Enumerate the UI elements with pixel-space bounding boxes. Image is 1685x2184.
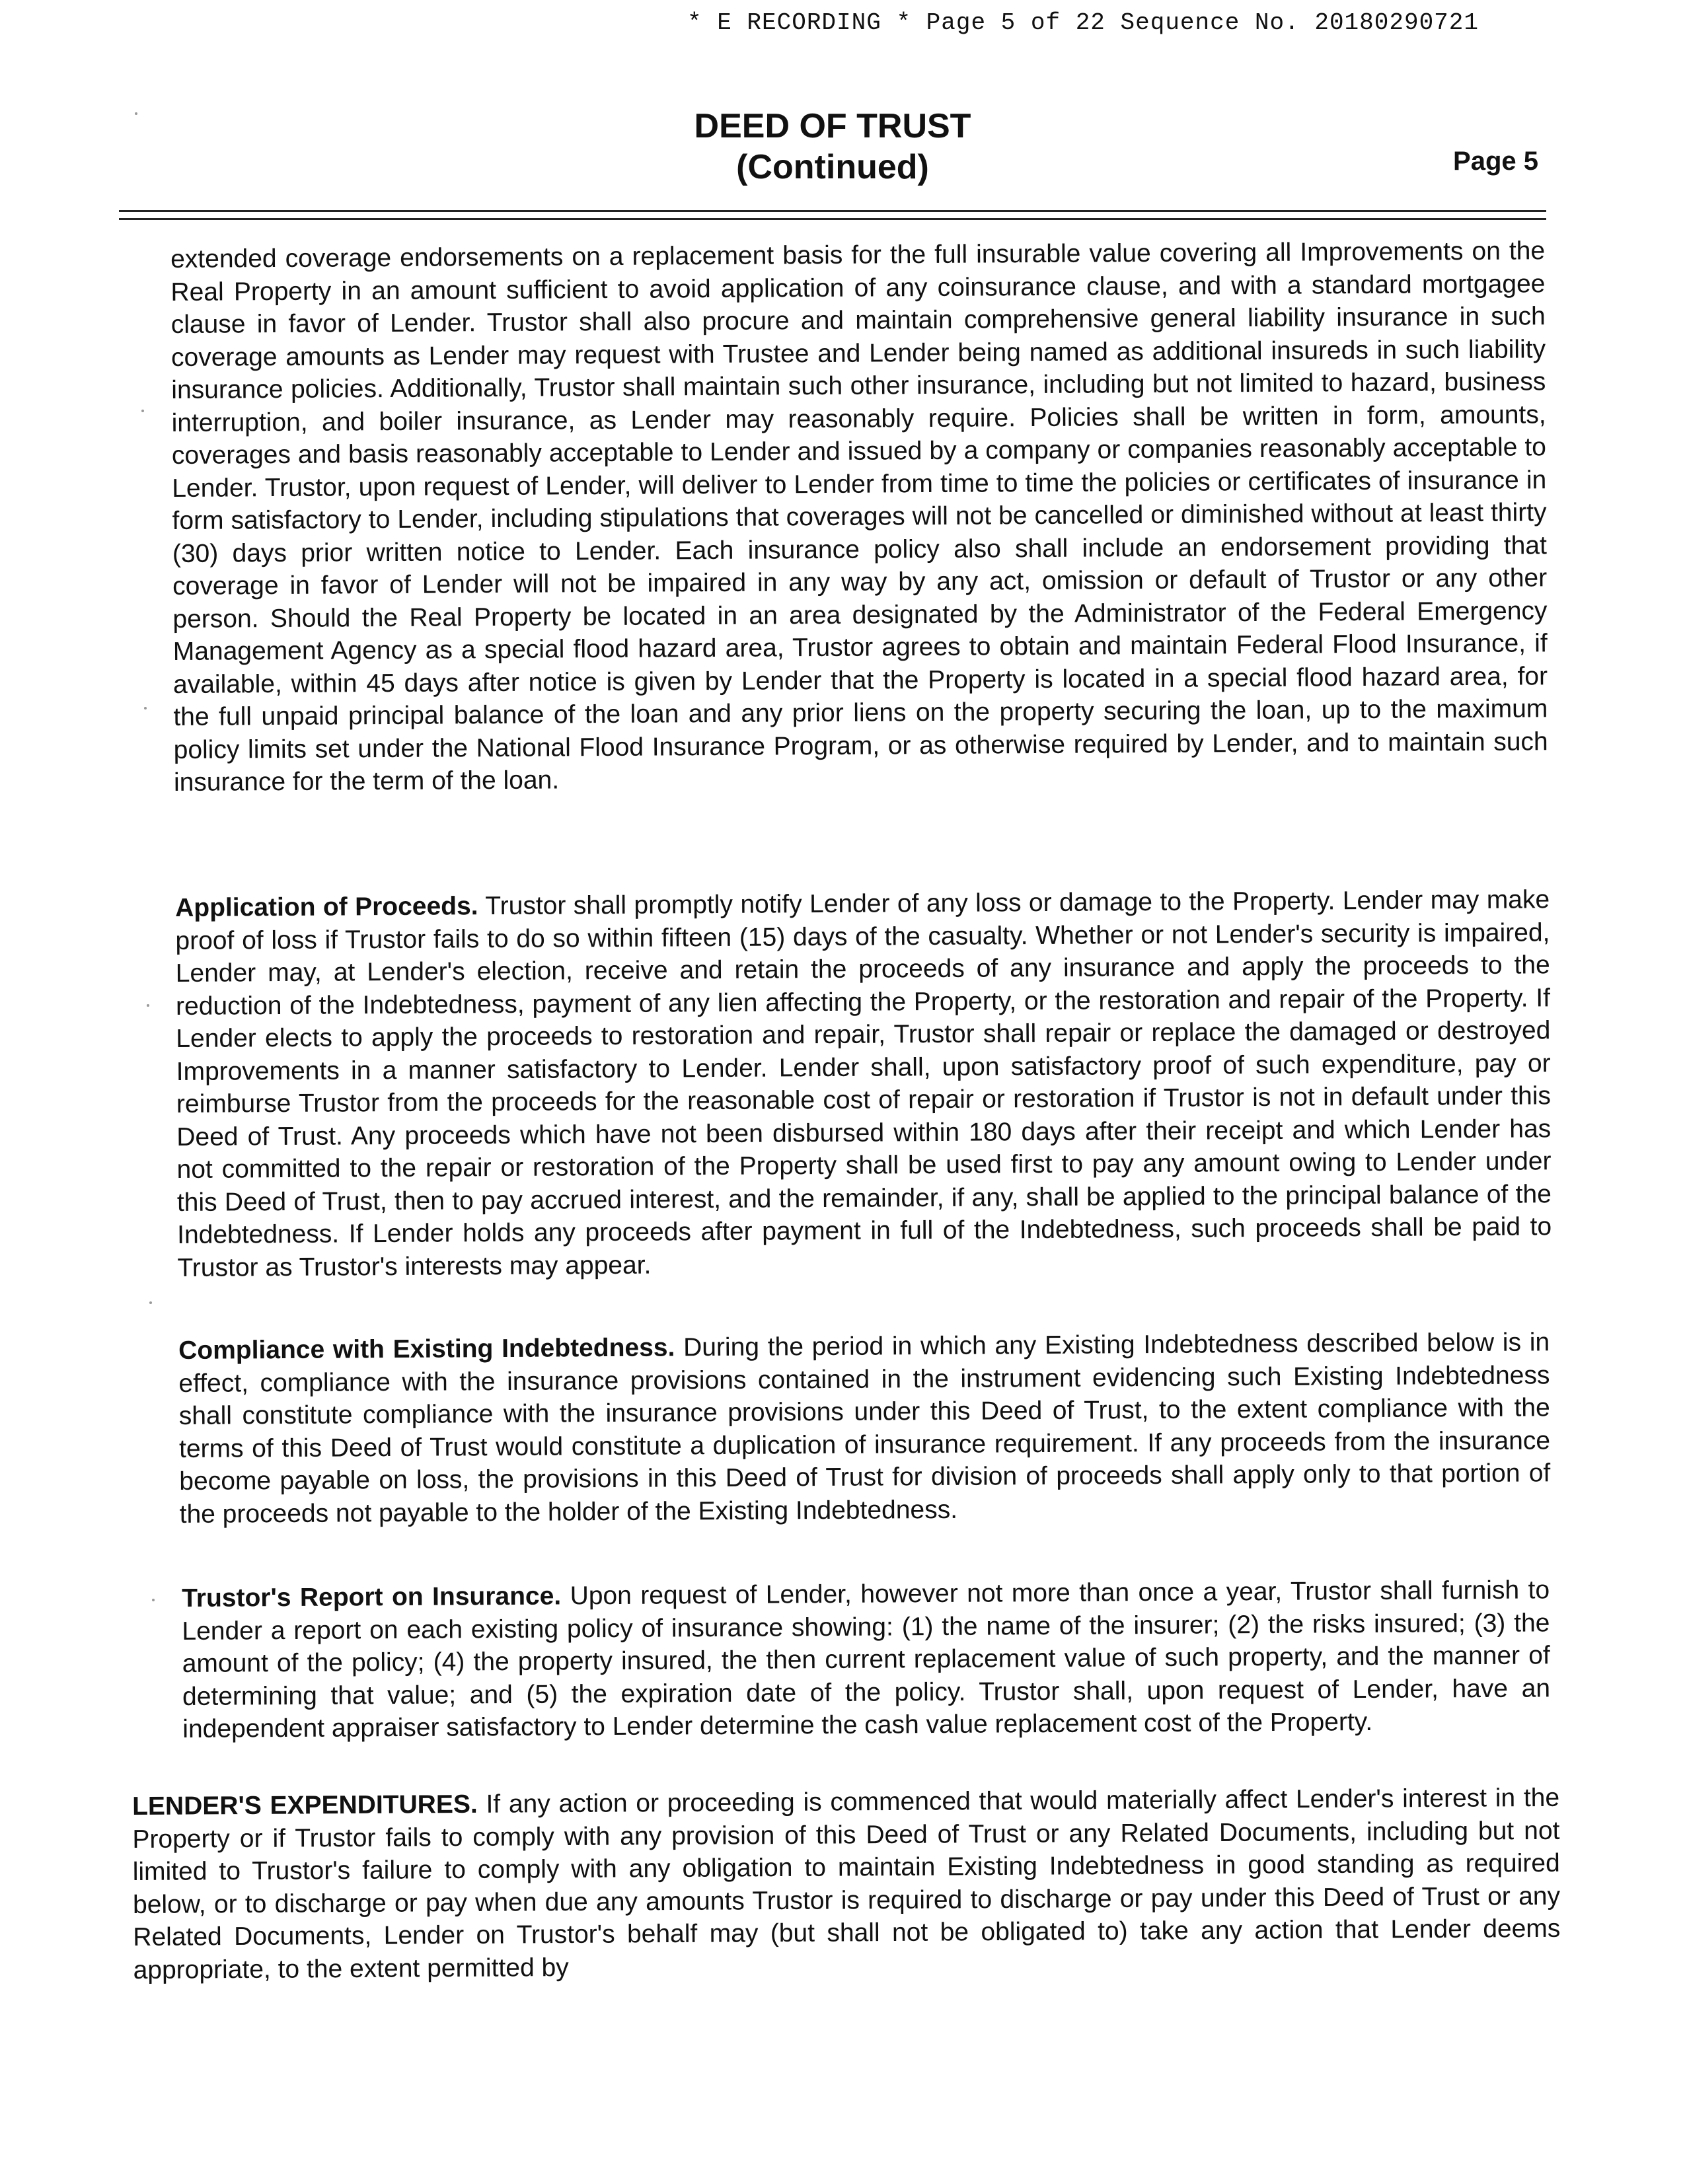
title-line-2: (Continued): [736, 148, 929, 186]
paragraph-insurance-continued: [170, 235, 1548, 799]
paragraph-heading: LENDER'S EXPENDITURES.: [132, 1790, 478, 1821]
paragraph-text: Upon request of Lender, however not more than once a year, Trustor shall furnish to Lender a report on each existing policy of insurance showing: (1) the name of the insurer; (2) the risks insured; (3) the amount of the policy; (4) the property insured, the then current replacement value of such property, and the manner of determining that value; and (5) the expiration date of the policy. Trustor shall, upon request of Lender, have an independent appraiser satisfactory to Lender determine the cash value replacement cost of the Property.: [182, 1576, 1551, 1743]
header-rule-bottom: [119, 218, 1546, 220]
document-title: [595, 106, 1070, 188]
paragraph-application-of-proceeds: [175, 883, 1552, 1284]
scan-speck: [144, 707, 147, 710]
scan-speck: [147, 1004, 149, 1007]
paragraph-text: extended coverage endorsements on a replacement basis for the full insurable value covering all Improvements on the Real Property in an amount sufficient to avoid application of any coinsurance clause, and with a standard mortgagee clause in favor of Lender. Trustor shall also procure and maintain comprehensive general liability insurance in such coverage amounts as Lender may request with Trustee and Lender being named as additional insureds in such liability insurance policies. Additionally, Trustor shall maintain such other insurance, including but not limited to hazard, business interruption, and boiler insurance, as Lender may reasonably require. Policies shall be written in form, amounts, coverages and basis reasonably acceptable to Lender and issued by a company or companies reasonably acceptable to Lender. Trustor, upon request of Lender, will deliver to Lender from time to time the policies or certificates of insurance in form satisfactory to Lender, including stipulations that coverages will not be cancelled or diminished without at least thirty (30) days prior written notice to Lender. Each insurance policy also shall include an endorsement providing that coverage in favor of Lender will not be impaired in any way by any act, omission or default of Trustor or any other person. Should the Real Property be located in an area designated by the Administrator of the Federal Emergency Management Agency as a special flood hazard area, Trustor agrees to obtain and maintain Federal Flood Insurance, if available, within 45 days after notice is given by Lender that the Property is located in a special flood hazard area, for the full unpaid principal balance of the loan and any prior liens on the property securing the loan, up to the maximum policy limits set under the National Flood Insurance Program, or as otherwise required by Lender, and to maintain such insurance for the term of the loan.: [170, 237, 1548, 797]
scan-speck: [152, 1599, 155, 1601]
paragraph-text: If any action or proceeding is commenced that would materially affect Lender's interest in the Property or if Trustor fails to comply with any provision of this Deed of Trust or any Related Documents, including but not limited to Trustor's failure to comply with any obligation to maintain Existing Indebtedness in good standing as required below, or to discharge or pay when due any amounts Trustor is required to discharge or pay under this Deed of Trust or any Related Documents, Lender on Trustor's behalf may (but shall not be obligated to) take any action that Lender deems appropriate, to the extent permitted by: [132, 1783, 1561, 1984]
paragraph-text: Trustor shall promptly notify Lender of any loss or damage to the Property. Lender may make proof of loss if Trustor fails to do so within fifteen (15) days of the casualty. Whether or not Lender's security is impaired, Lender may, at Lender's election, receive and retain the proceeds of any insurance and apply the proceeds to the reduction of the Indebtedness, payment of any lien affecting the Property, or the restoration and repair of the Property. If Lender elects to apply the proceeds to restoration and repair, Trustor shall repair or replace the damaged or destroyed Improvements in a manner satisfactory to Lender. Lender shall, upon satisfactory proof of such expenditure, pay or reimburse Trustor from the proceeds for the reasonable cost of repair or restoration if Trustor is not in default under this Deed of Trust. Any proceeds which have not been disbursed within 180 days after their receipt and which Lender has not committed to the repair or restoration of the Property shall be used first to pay any amount owing to Lender under this Deed of Trust, then to pay accrued interest, and the remainder, if any, shall be applied to the principal balance of the Indebtedness. If Lender holds any proceeds after payment in full of the Indebtedness, such proceeds shall be paid to Trustor as Trustor's interests may appear.: [175, 885, 1552, 1282]
paragraph-trustor-report-on-insurance: [182, 1574, 1550, 1745]
paragraph-lenders-expenditures: [132, 1782, 1561, 1986]
recording-stamp: * E RECORDING * Page 5 of 22 Sequence No. 20180290721: [687, 9, 1479, 36]
paragraph-heading: Application of Proceeds.: [175, 892, 478, 922]
paragraph-heading: Trustor's Report on Insurance.: [182, 1582, 562, 1613]
title-line-1: DEED OF TRUST: [694, 107, 971, 145]
paragraph-compliance-existing-indebtedness: [178, 1326, 1551, 1531]
scan-speck: [149, 1301, 152, 1304]
scan-speck: [135, 112, 137, 115]
paragraph-heading: Compliance with Existing Indebtedness.: [178, 1333, 675, 1365]
scan-speck: [141, 410, 144, 412]
paragraph-text: During the period in which any Existing Indebtedness described below is in effect, compliance with the insurance provisions contained in the instrument evidencing such Existing Indebtedness shall constitute compliance with the insurance provisions under this Deed of Trust, to the extent compliance with the terms of this Deed of Trust would constitute a duplication of insurance requirement. If any proceeds from the insurance become payable on loss, the provisions in this Deed of Trust for division of proceeds shall apply only to that portion of the proceeds not payable to the holder of the Existing Indebtedness.: [178, 1328, 1551, 1529]
header-rule-top: [119, 210, 1546, 212]
page-number-label: Page 5: [1453, 147, 1538, 176]
